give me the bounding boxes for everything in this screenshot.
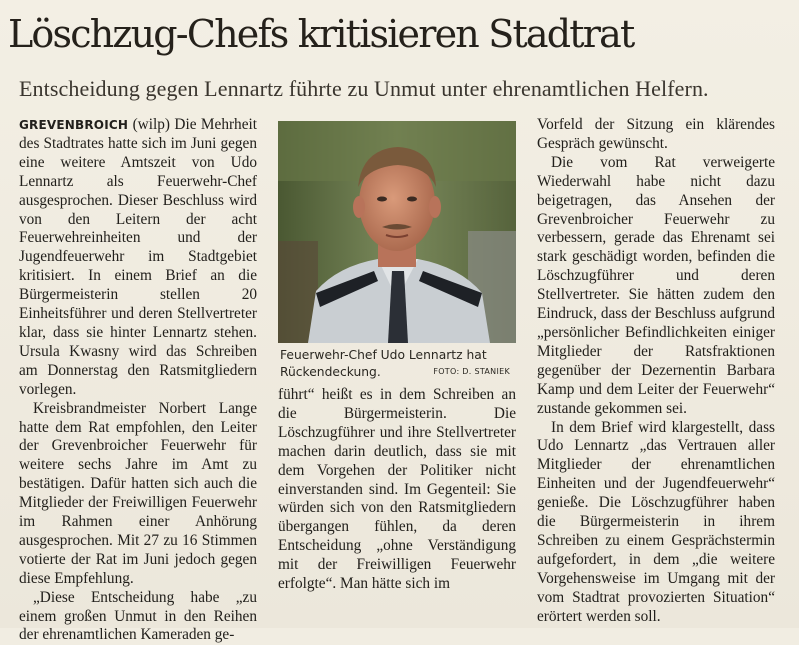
- article-column-2: [278, 386, 516, 594]
- paragraph: Kreisbrandmeister Norbert Lange hatte dem Rat empfohlen, den Leiter der Grevenbroicher Feuerwehr für weitere sechs Jahre im Amt zu bestätigen. Dafür hatten sich auch die Mitglieder der Freiwilligen Feuerwehr im Rahmen einer Anhörung ausgesprochen. Mit 27 zu 16 Stimmen votierte der Rat im Juni jedoch gegen diese Empfehlung.: [19, 399, 257, 587]
- caption-text: Feuerwehr-Chef Udo Lennartz hat Rückendeckung.: [280, 348, 487, 379]
- paragraph: „Diese Entscheidung habe „zu einem großen Unmut in den Reihen der ehrenamtlichen Kameraden ge-: [19, 588, 257, 644]
- paragraph: führt“ heißt es in dem Schreiben an die Bürgermeisterin. Die Löschzugführer und ihre Stellvertreter machen darin deutlich, dass sie mit dem Vorgehen der Politiker nicht einverstanden sind. Im Gegenteil: Sie würden sich von den Ratsmitgliedern übergangen fühlen, da deren Entscheidung „ohne Verständigung mit der Freiwilligen Feuerwehr erfolgte“. Man hätte sich im: [278, 386, 516, 593]
- portrait-photo: [278, 121, 516, 343]
- photo-credit: FOTO: D. STANIEK: [433, 367, 510, 376]
- dateline: GREVENBROICH: [19, 118, 129, 132]
- portrait-image: [278, 121, 516, 343]
- paragraph: In dem Brief wird klargestellt, dass Udo Lennartz „das Vertrauen aller Mitglieder der ehrenamtlichen Einheiten und der Jugendfeuerwehr“ genieße. Die Löschzugführer haben die Bürgermeisterin in ihrem Schreiben zu einem Gesprächstermin aufgefordert, in dem „die weitere Vorgehensweise im Umgang mit der vom Stadtrat provozierten Situation“ erörtert werden soll.: [537, 418, 775, 625]
- paragraph: Vorfeld der Sitzung ein klärendes Gespräch gewünscht.: [537, 116, 775, 152]
- photo-caption: [280, 347, 514, 381]
- paragraph-text: (wilp) Die Mehrheit des Stadtrates hatte sich im Juni gegen eine weitere Amtszeit von Udo Lennartz als Feuerwehr-Chef ausgesprochen. Dieser Beschluss wird von den Leitern der acht Feuerwehreinheiten und der Jugendfeuerwehr im Stadtgebiet kritisiert. In einem Brief an die Bürgermeisterin stellen 20 Einheitsführer und deren Stellvertreter klar, dass sie hinter Lennartz stehen. Ursula Kwasny wird das Schreiben am Donnerstag den Ratsmitgliedern vorlegen.: [19, 116, 257, 398]
- article-column-1: [19, 116, 257, 645]
- paragraph: Die vom Rat verweigerte Wiederwahl habe nicht dazu beigetragen, das Ansehen der Grevenbroicher Feuerwehr zu verbessern, gerade das Ehrenamt sei stark geschädigt worden, befinden die Löschzugführer und deren Stellvertreter. Sie hätten zudem den Eindruck, dass der Beschluss aufgrund „persönlicher Befindlichkeiten einiger Mitglieder der Ratsfraktionen gegenüber der Dezernentin Barbara Kamp und dem Leiter der Feuerwehr“ zustande gekommen sei.: [537, 153, 775, 417]
- article-column-3: [537, 116, 775, 626]
- subheadline: Entscheidung gegen Lennartz führte zu Unmut unter ehrenamtlichen Helfern.: [19, 76, 709, 101]
- paragraph: [19, 116, 257, 400]
- headline: Löschzug-Chefs kritisieren Stadtrat: [8, 12, 634, 56]
